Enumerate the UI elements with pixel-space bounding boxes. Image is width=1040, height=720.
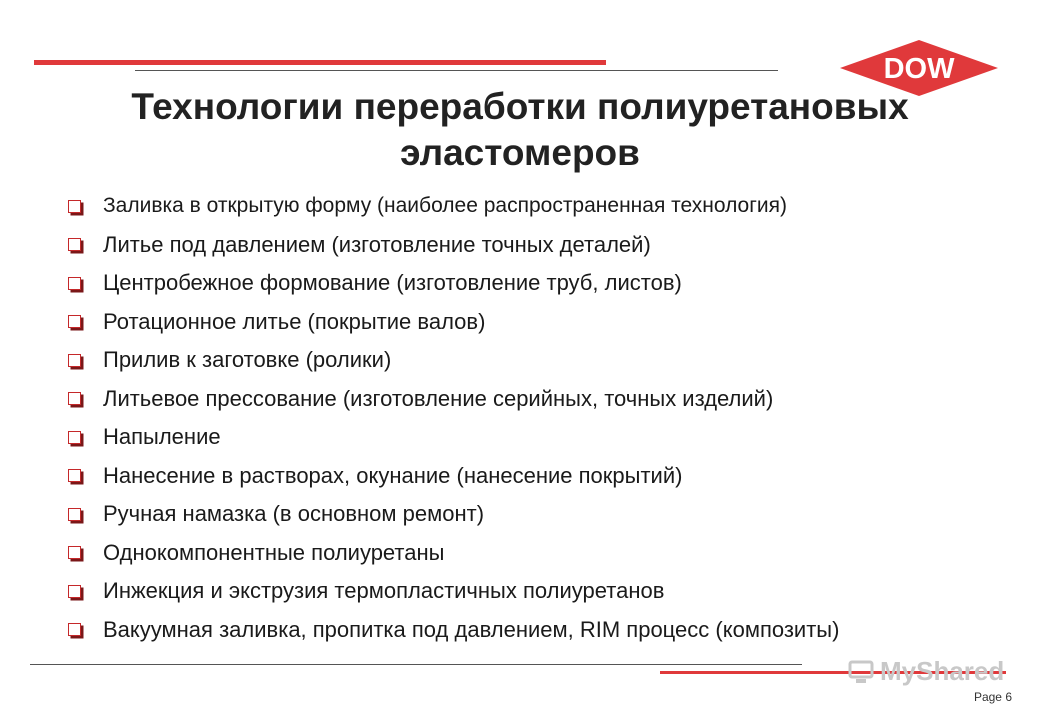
list-item [66,303,839,342]
list-item [66,418,839,457]
list-item-text: Ручная намазка (в основном ремонт) [103,501,485,527]
list-item [66,572,839,611]
checkbox-square-icon [68,469,81,482]
checkbox-square-icon [68,546,81,559]
list-item [66,187,839,226]
checkbox-square-icon [68,238,81,251]
list-item [66,341,839,380]
list-item [66,380,839,419]
checkbox-square-icon [68,354,81,367]
slide-title [40,84,1000,176]
list-item-text: Инжекция и экструзия термопластичных полиуретанов [103,578,665,604]
technology-list [66,187,839,649]
bottom-divider-line [30,664,802,665]
checkbox-square-icon [68,315,81,328]
list-item-text: Ротационное литье (покрытие валов) [103,308,486,334]
list-item [66,264,839,303]
list-item-text: Напыление [103,424,221,450]
checkbox-square-icon [68,585,81,598]
watermark [848,656,1004,687]
slide-title-line-1: Технологии переработки полиуретановых [131,86,909,127]
list-item [66,611,839,650]
checkbox-square-icon [68,623,81,636]
checkbox-square-icon [68,200,81,213]
dow-logo-text: DOW [883,53,955,85]
top-red-accent-bar [34,60,606,65]
list-item-text: Нанесение в растворах, окунание (нанесение покрытий) [103,462,683,488]
list-item-text: Литьевое прессование (изготовление серийных, точных изделий) [103,385,774,411]
list-item [66,534,839,573]
list-item [66,226,839,265]
list-item-text: Заливка в открытую форму (наиболее распространенная технология) [103,194,787,218]
checkbox-square-icon [68,392,81,405]
list-item [66,495,839,534]
page-number: Page 6 [973,690,1012,704]
checkbox-square-icon [68,431,81,444]
checkbox-square-icon [68,508,81,521]
list-item-text: Прилив к заготовке (ролики) [103,347,392,373]
checkbox-square-icon [68,277,81,290]
list-item-text: Литье под давлением (изготовление точных деталей) [103,231,651,257]
watermark-icon [848,659,874,685]
slide-title-line-2: эластомеров [400,132,640,173]
list-item-text: Однокомпонентные полиуретаны [103,539,445,565]
list-item-text: Центробежное формование (изготовление труб, листов) [103,270,682,296]
list-item [66,457,839,496]
watermark-text: MyShared [880,656,1005,686]
list-item-text: Вакуумная заливка, пропитка под давлением, RIM процесс (композиты) [103,616,840,642]
top-divider-line [135,70,778,71]
